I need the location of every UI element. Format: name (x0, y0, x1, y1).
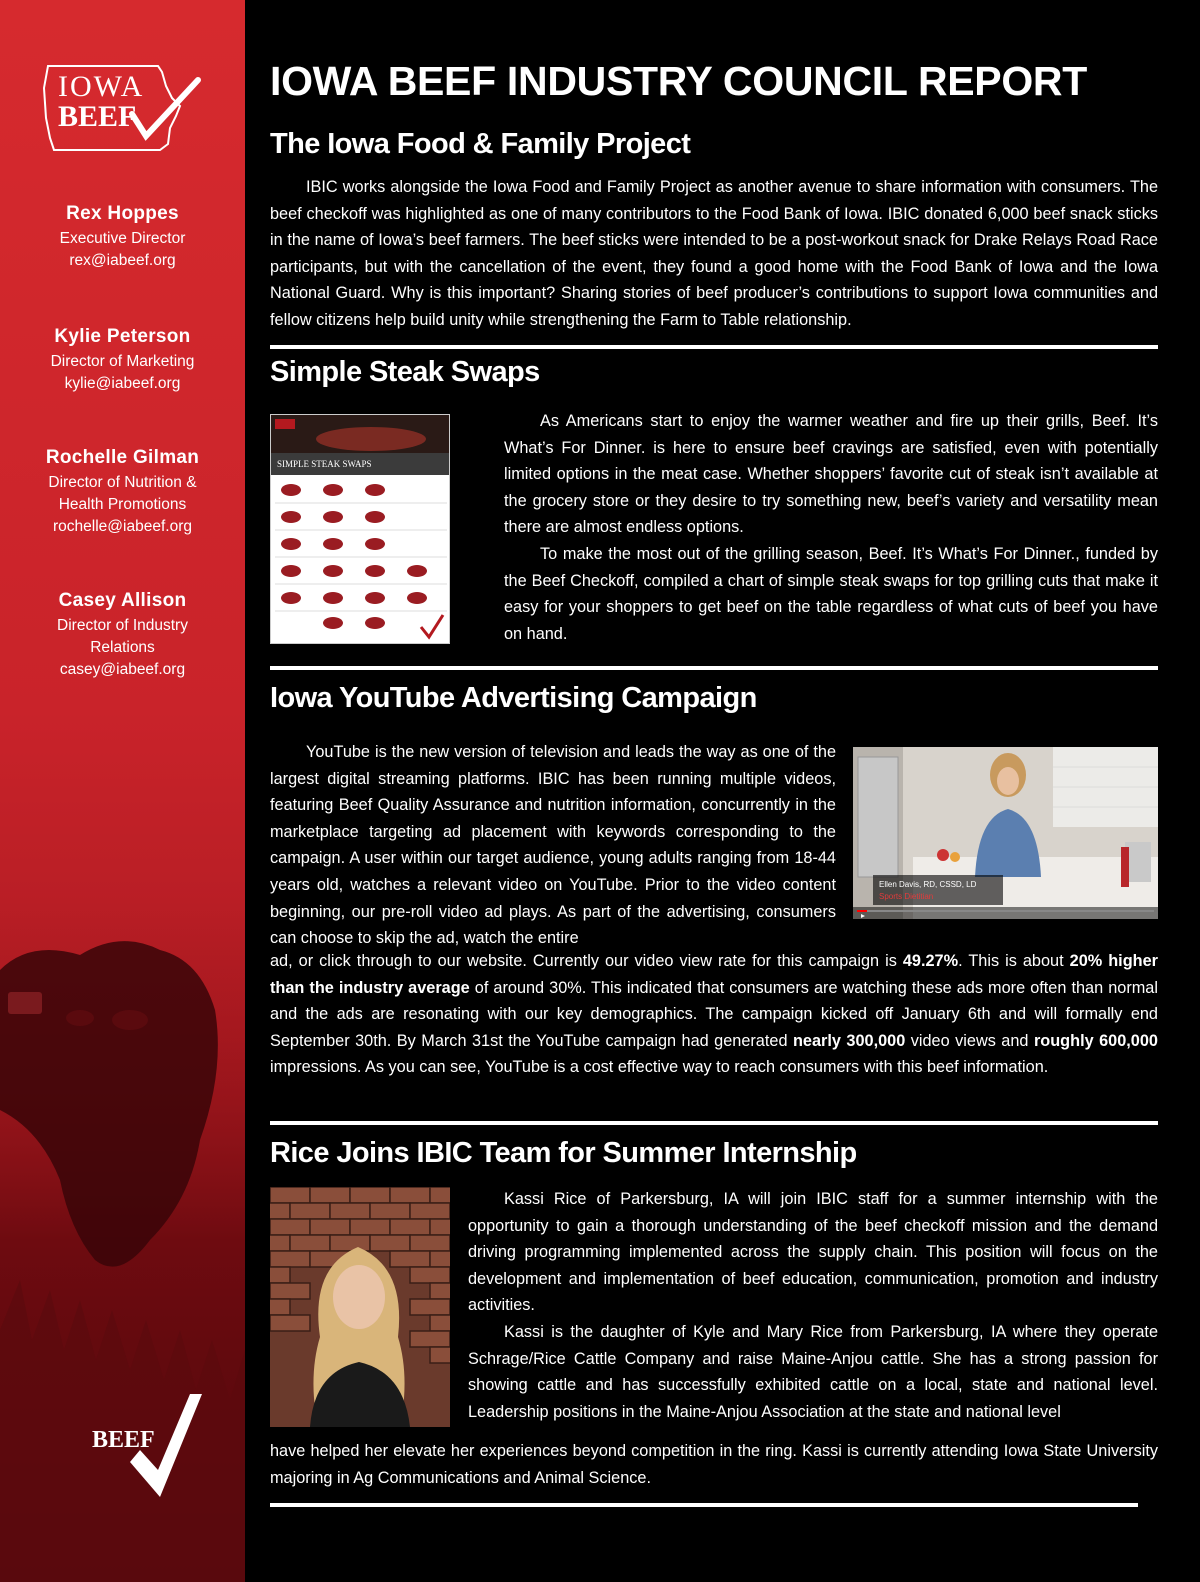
footer-logo-word: BEEF (92, 1427, 155, 1453)
section-heading-food-family: The Iowa Food & Family Project (270, 128, 691, 160)
contact-rex-hoppes (0, 203, 245, 272)
beef-checkmark-logo (90, 1392, 210, 1502)
sidebar (0, 0, 245, 1582)
logo-top-word: IOWA (58, 70, 145, 103)
contact-name: Casey Allison (58, 590, 187, 611)
logo-bottom-word: BEEF (58, 100, 137, 133)
section-heading-internship: Rice Joins IBIC Team for Summer Internship (270, 1137, 857, 1169)
internship-para-2-rest: have helped her elevate her experiences beyond competition in the ring. Kassi is currently attending Iowa State University majoring in Ag Communications and Animal Science. (270, 1442, 1158, 1487)
divider (270, 345, 1158, 349)
steak-swaps-para-2: To make the most out of the grilling season, Beef. It’s What’s For Dinner., funded by the Beef Checkoff, compiled a chart of simple steak swaps for top grilling cuts that make it easy for your shoppers to get beef on the table regardless of what cuts of beef you have on hand. (504, 544, 1158, 643)
contact-title: Director of Nutrition & (48, 474, 197, 491)
divider (270, 666, 1158, 670)
divider (270, 1121, 1158, 1125)
contact-title: Health Promotions (58, 496, 187, 513)
report-title: IOWA BEEF INDUSTRY COUNCIL REPORT (270, 58, 1087, 104)
video-speaker-role: Sports Dietitian (879, 892, 934, 901)
intern-portrait-photo (270, 1187, 450, 1427)
contact-name: Rex Hoppes (66, 203, 179, 224)
contact-email[interactable]: kylie@iabeef.org (64, 375, 181, 392)
iowa-beef-logo (40, 58, 205, 158)
contact-name: Kylie Peterson (54, 326, 191, 347)
youtube-video-thumbnail[interactable] (853, 747, 1158, 919)
steak-swaps-text (504, 408, 1158, 647)
contact-title: Director of Marketing (50, 353, 195, 370)
industry-comparison-stat: 20% higher than the industry average (270, 952, 1158, 997)
contact-email[interactable]: rochelle@iabeef.org (53, 518, 192, 535)
view-rate-stat: 49.27% (902, 952, 959, 970)
contact-title: Director of Industry (57, 617, 188, 634)
internship-para-1: Kassi Rice of Parkersburg, IA will join IBIC staff for a summer internship with the opportunity to gain a thorough understanding of the beef checkoff mission and the demand driving programming implemented across the supply chain. This position will focus on the development and implementation of beef education, communication, promotion and industry activities. (468, 1190, 1158, 1315)
contact-email[interactable]: rex@iabeef.org (69, 252, 176, 269)
section-heading-youtube: Iowa YouTube Advertising Campaign (270, 682, 757, 714)
video-speaker-name: Ellen Davis, RD, CSSD, LD (879, 880, 977, 889)
youtube-para-rest: ad, or click through to our website. Currently our video view rate for this campaign is 49.27%. This is about 20% higher than the industry average of around 30%. This indicated that consumers are watching these ads more often than normal and the ads are resonating with our key demographics. The campaign kicked off January 6th and will formally end September 30th. By March 31st the YouTube campaign had generated nearly 300,000 video views and roughly 600,000 impressions. As you can see, YouTube is a cost effective way to reach consumers with this beef information. (270, 952, 1158, 1077)
contact-title: Relations (90, 639, 155, 656)
internship-para-2-top: Kassi is the daughter of Kyle and Mary Rice from Parkersburg, IA where they operate Schrage/Rice Cattle Company and raise Maine-Anjou cattle. She has a strong passion for showing cattle and has successfully exhibited cattle on a local, state and national level. Leadership positions in the Maine-Anjou Association at the state and national level (468, 1322, 1158, 1421)
contact-email[interactable]: casey@iabeef.org (59, 661, 186, 678)
video-views-stat: nearly 300,000 (792, 1031, 906, 1050)
food-family-body: IBIC works alongside the Iowa Food and Family Project as another avenue to share information with consumers. The beef checkoff was highlighted as one of many contributors to the Food Bank of Iowa. IBIC donated 6,000 beef snack sticks in the name of Iowa’s beef farmers. The beef sticks were intended to be a post-workout snack for Drake Relays Road Race participants, but with the cancellation of the event, they found a good home with the Food Bank of Iowa and the Iowa National Guard. Why is this important? Sharing stories of beef producer’s contributions to support Iowa communities and fellow citizens help build unity while strengthening the Farm to Table relationship. (270, 178, 1158, 329)
steak-swaps-para-1: As Americans start to enjoy the warmer weather and fire up their grills, Beef. It’s What’s For Dinner. is here to ensure beef cravings are satisfied, even with potentially limited options in the meat case. Whether shoppers’ favorite cut of steak isn’t available at the grocery store or they desire to try something new, beef’s variety and versatility mean there are almost endless options. (504, 412, 1158, 537)
section-heading-steak-swaps: Simple Steak Swaps (270, 356, 540, 388)
internship-text (468, 1186, 1158, 1425)
divider (270, 1503, 1138, 1507)
impressions-stat: roughly 600,000 (1033, 1031, 1158, 1050)
steak-chart-caption: SIMPLE STEAK SWAPS (277, 459, 372, 469)
contact-rochelle-gilman (0, 447, 245, 538)
contact-casey-allison (0, 590, 245, 681)
steak-swaps-chart-image (270, 414, 450, 644)
contact-title: Executive Director (59, 230, 186, 247)
youtube-para-top: YouTube is the new version of television and leads the way as one of the largest digital streaming platforms. IBIC has been running multiple videos, featuring Beef Quality Assurance and nutrition information, concurrently in the marketplace targeting ad placement with keywords corresponding to the campaign. A user within our target audience, young adults ranging from 18-44 years old, watches a relevant video on YouTube. Prior to the video content beginning, our pre-roll video ad plays. As part of the advertising, consumers can choose to skip the ad, watch the entire (270, 743, 836, 948)
contact-kylie-peterson (0, 326, 245, 395)
contact-name: Rochelle Gilman (45, 447, 200, 468)
